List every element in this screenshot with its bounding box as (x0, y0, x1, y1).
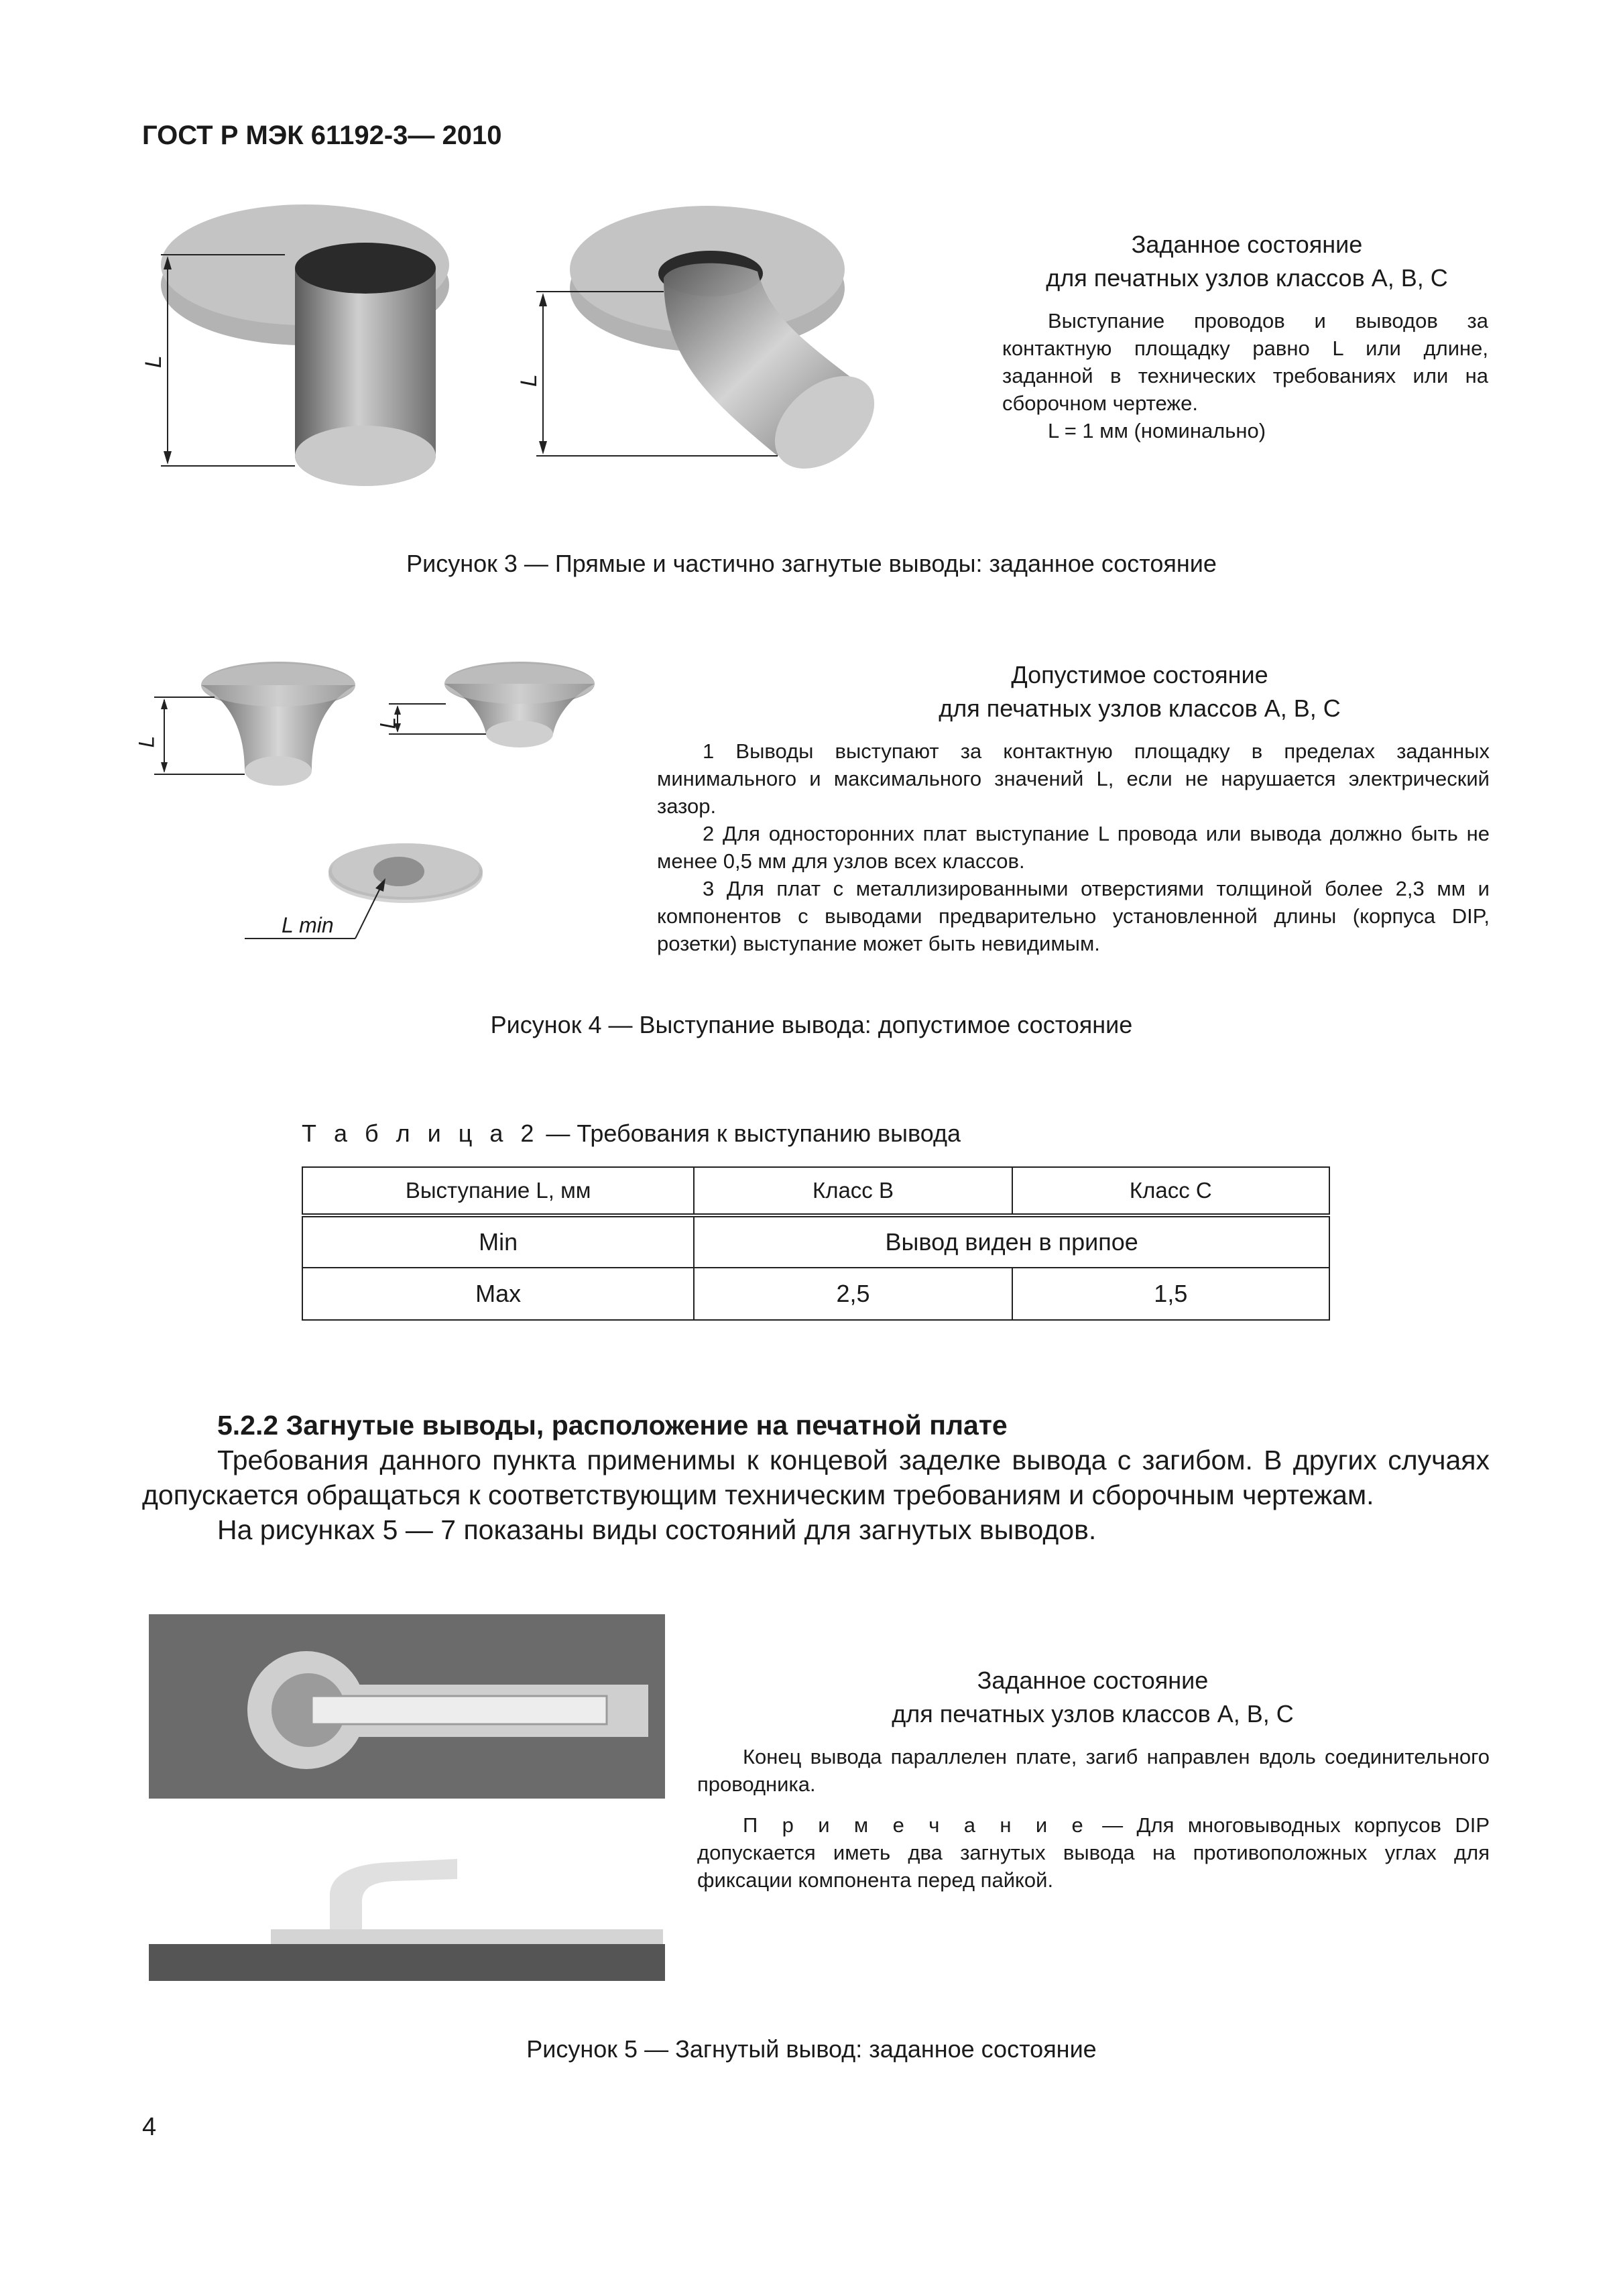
straight-lead-drawing (161, 204, 449, 486)
bent-lead-side-view (149, 1859, 665, 1981)
table2-title-prefix: Т а б л и ц а 2 (302, 1120, 540, 1147)
figure3-illustration (134, 194, 952, 503)
fig4-notes (657, 737, 1490, 957)
document-code: ГОСТ Р МЭК 61192-3— 2010 (142, 121, 502, 150)
fig4-dimension-label-right: L (375, 717, 400, 729)
page-number: 4 (142, 2113, 157, 2141)
table2-cell: Вывод виден в припое (694, 1215, 1329, 1268)
table2-title-rest: — Требования к выступанию вывода (539, 1120, 961, 1147)
table2-header-row (302, 1167, 1329, 1215)
fig3-state-subtitle: для печатных узлов классов А, В, С (1046, 264, 1448, 292)
table2-row (302, 1268, 1329, 1320)
section-heading: 5.2.2 Загнутые выводы, расположение на печатной плате (217, 1410, 1008, 1441)
figure5-illustration (149, 1614, 665, 1990)
fig4-note-1: 1 Выводы выступают за контактную площадку в пределах заданных минимального и максимального значений L, если не нарушается электрический зазор. (657, 739, 1490, 818)
figure4-illustration (134, 657, 644, 972)
table2-row-label: Max (302, 1268, 694, 1320)
fig5-description: Конец вывода параллелен плате, загиб направлен вдоль соединительного проводника. (697, 1745, 1490, 1796)
fig3-dimension-label-left: L (140, 355, 166, 368)
fig3-nominal: L = 1 мм (номинально) (1048, 419, 1266, 442)
fig5-note (697, 1811, 1490, 1894)
figure4-caption: Рисунок 4 — Выступание вывода: допустимое состояние (490, 1011, 1133, 1038)
fig4-dimension-label-left: L (134, 735, 159, 748)
table2-cell: 1,5 (1012, 1268, 1329, 1320)
flush-lead-drawing (245, 843, 483, 939)
fig5-note-text: — Для многовыводных корпусов DIP допускается иметь два загнутых вывода на противоположных углах для фиксации компонента перед пайкой. (697, 1813, 1490, 1892)
fig4-state-title: Допустимое состояние (1011, 661, 1268, 688)
table2-header-cell: Выступание L, мм (302, 1167, 694, 1215)
figure5-caption: Рисунок 5 — Загнутый вывод: заданное состояние (526, 2035, 1097, 2063)
section-paragraph-2: На рисунках 5 — 7 показаны виды состояний для загнутых выводов. (217, 1514, 1097, 1545)
fig3-desc-text: Выступание проводов и выводов за контактную площадку равно L или длине, заданной в технических требованиях или на сборочном чертеже. (1002, 309, 1488, 415)
table2-row (302, 1215, 1329, 1268)
short-protrusion-drawing (389, 662, 595, 747)
table2 (302, 1166, 1330, 1321)
fig3-description (1002, 307, 1488, 444)
figure3-caption: Рисунок 3 — Прямые и частично загнутые выводы: заданное состояние (406, 550, 1217, 577)
fig3-dimension-label-right: L (516, 374, 542, 387)
table2-title (302, 1120, 961, 1148)
fig5-notes (697, 1743, 1490, 1894)
table2-row-label: Min (302, 1215, 694, 1268)
table2-header-cell: Класс C (1012, 1167, 1329, 1215)
bent-lead-drawing (536, 206, 892, 487)
fig5-state-subtitle: для печатных узлов классов А, В, С (892, 1700, 1294, 1728)
fig5-state-title: Заданное состояние (977, 1667, 1209, 1694)
section-paragraph-1: Требования данного пункта применимы к концевой заделке вывода с загибом. В других случаях допускается обращаться к соответствующим техническим требованиям и сборочным чертежам. (142, 1445, 1490, 1510)
fig4-state-subtitle: для печатных узлов классов А, В, С (939, 694, 1341, 722)
fig3-state-title: Заданное состояние (1131, 231, 1363, 258)
table2-header-cell: Класс B (694, 1167, 1012, 1215)
fig4-note-3: 3 Для плат с металлизированными отверстиями толщиной более 2,3 мм и компонентов с выводами предварительно установленной длины (корпуса DIP, розетки) выступание может быть невидимым. (657, 877, 1490, 955)
table2-cell: 2,5 (694, 1268, 1012, 1320)
section-5-2-2 (142, 1408, 1490, 1547)
fig4-lmin-label: L min (282, 913, 334, 937)
fig5-note-prefix: П р и м е ч а н и е (743, 1813, 1089, 1837)
bent-lead-top-view (149, 1614, 665, 1799)
long-protrusion-drawing (154, 662, 355, 786)
fig4-note-2: 2 Для односторонних плат выступание L провода или вывода должно быть не менее 0,5 мм для узлов всех классов. (657, 822, 1490, 873)
